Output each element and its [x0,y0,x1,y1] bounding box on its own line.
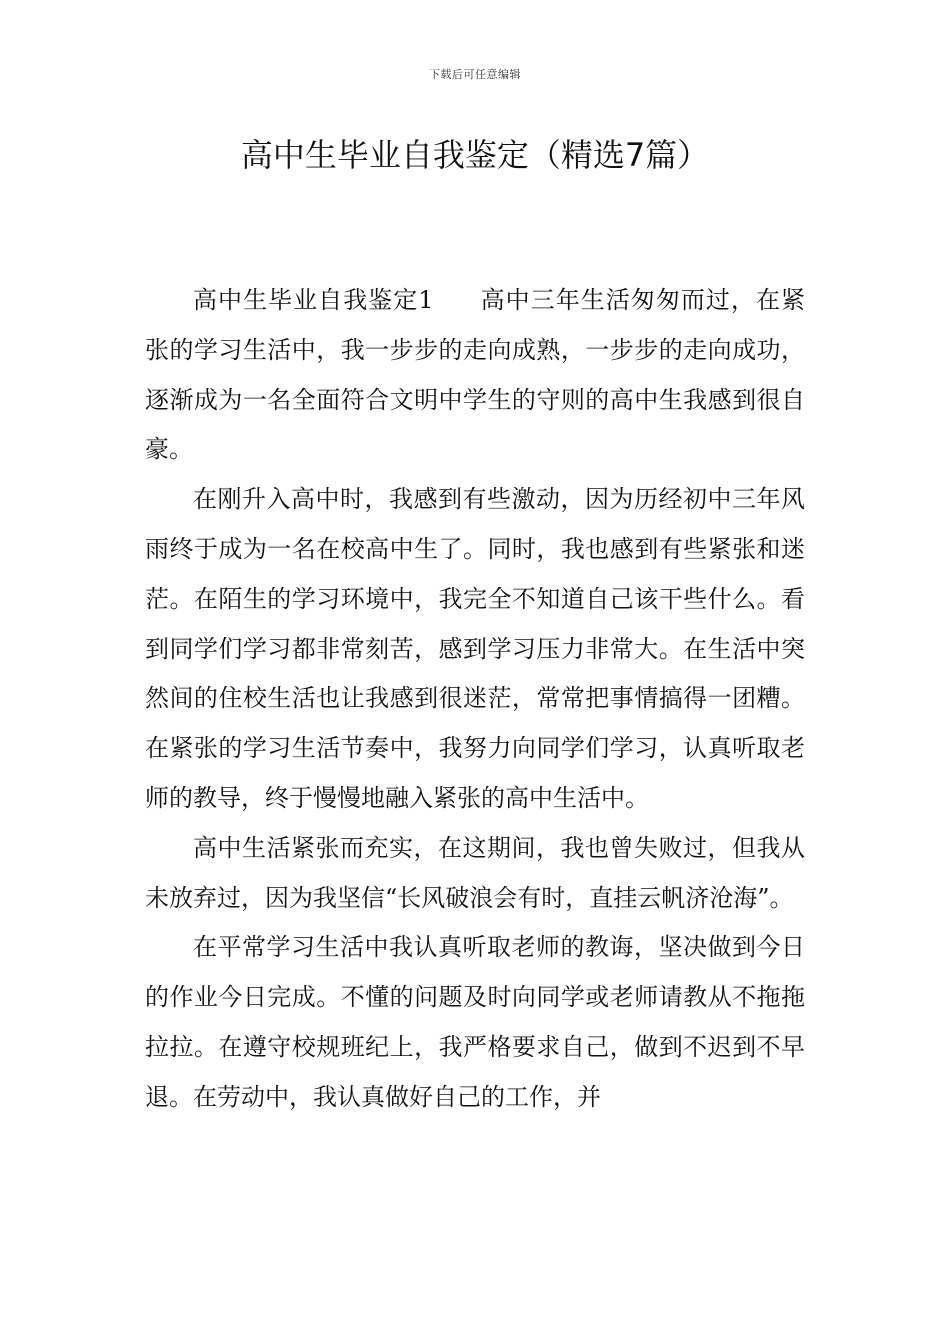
paragraph-1-text: 高中三年生活匆匆而过，在紧张的学习生活中，我一步步的走向成熟，一步步的走向成功，逐渐成为一名全面符合文明中学生的守则的高中生我感到很自豪。 [145,286,806,464]
section-heading: 高中生毕业自我鉴定1 [193,286,434,314]
document-body [145,276,805,1123]
paragraph-4: 在平常学习生活中我认真听取老师的教诲，坚决做到今日的作业今日完成。不懂的问题及时向同学或老师请教从不拖拖拉拉。在遵守校规班纪上，我严格要求自己，做到不迟到不早退。在劳动中，我认真做好自己的工作，并 [145,933,805,1111]
paragraph-2: 在刚升入高中时，我感到有些激动，因为历经初中三年风雨终于成为一名在校高中生了。同时，我也感到有些紧张和迷茫。在陌生的学习环境中，我完全不知道自己该干些什么。看到同学们学习都非常刻苦，感到学习压力非常大。在生活中突然间的住校生活也让我感到很迷茫，常常把事情搞得一团糟。在紧张的学习生活节奏中，我努力向同学们学习，认真听取老师的教导，终于慢慢地融入紧张的高中生活中。 [145,485,805,812]
paragraph-3: 高中生活紧张而充实，在这期间，我也曾失败过，但我从未放弃过，因为我坚信“长风破浪会有时，直挂云帆济沧海”。 [145,833,805,912]
paragraph-1 [145,276,805,475]
page-header-note: 下载后可任意编辑 [429,68,521,81]
document-title: 高中生毕业自我鉴定（精选7篇） [240,136,710,174]
